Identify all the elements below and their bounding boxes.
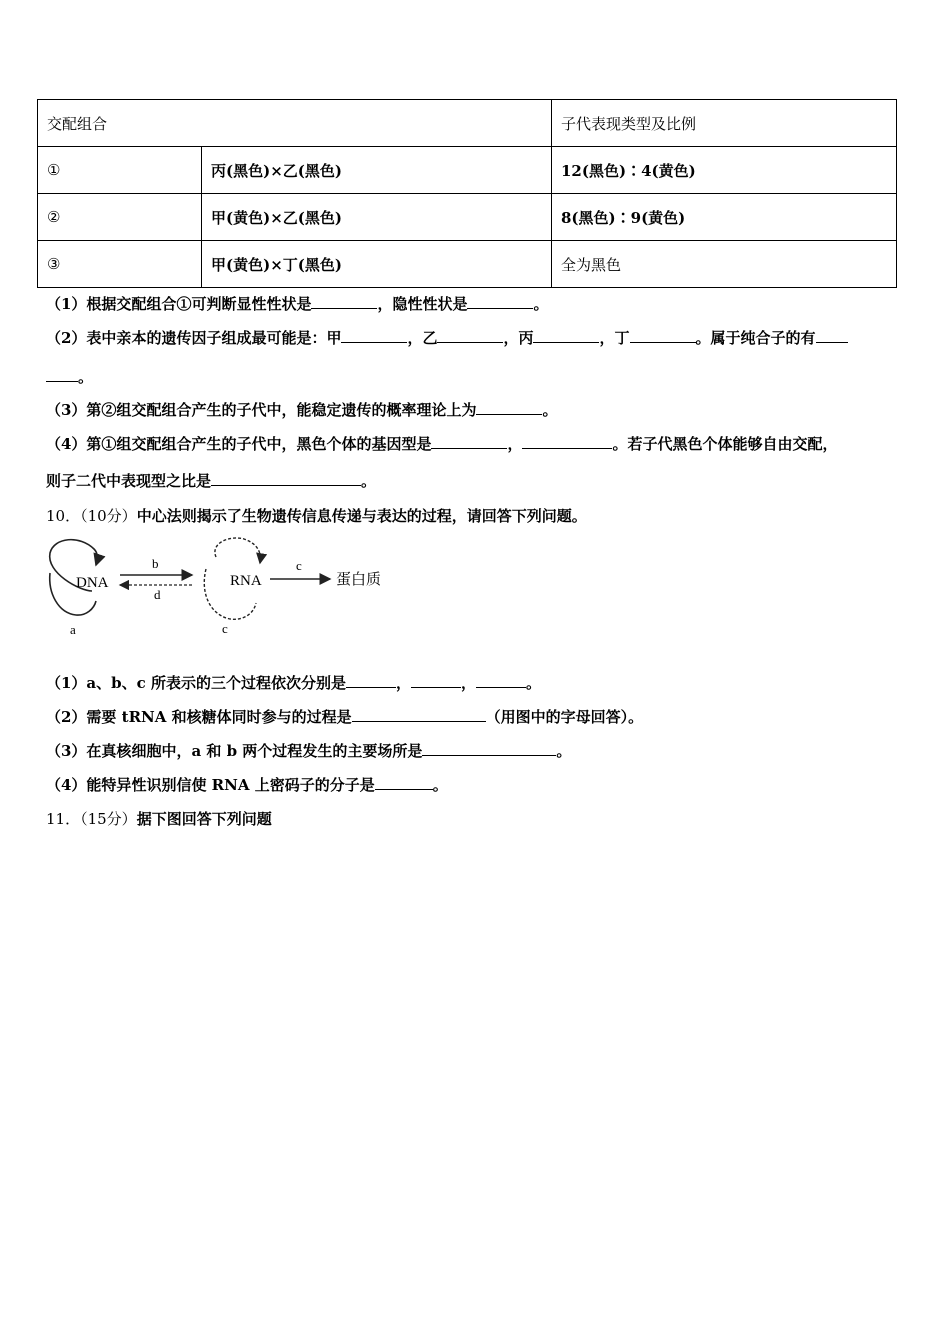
question-stem: 据下图回答下列问题 [136,810,272,828]
answer-blank[interactable] [431,434,507,449]
answer-blank[interactable] [476,673,526,688]
dna-label: DNA [76,575,109,591]
question-number: 11．（15分） [46,810,137,828]
protein-label: 蛋白质 [336,570,382,588]
rna-label: RNA [230,573,262,589]
answer-blank[interactable] [311,294,377,309]
row-id: ② [38,194,202,241]
table-row [38,147,897,194]
answer-blank[interactable] [630,328,696,343]
label-c-loop: c [222,621,228,636]
q10-sub2: （2）需要 tRNA 和核糖体同时参与的过程是 （用图中的字母回答）。 [46,708,644,726]
question-stem: 中心法则揭示了生物遗传信息传递与表达的过程，请回答下列问题。 [136,507,587,525]
header-result: 子代表现类型及比例 [552,100,897,147]
answer-blank[interactable] [375,775,433,790]
q9-sub4-cont: 则子二代中表现型之比是 。 [46,472,377,490]
answer-blank[interactable] [467,294,533,309]
q10-sub3: （3）在真核细胞中，a 和 b 两个过程发生的主要场所是 。 [46,742,572,760]
label-d: d [154,587,161,602]
rna-replication-loop [215,538,260,563]
question-number: 10．（10分） [46,507,137,525]
row-id: ① [38,147,202,194]
row-result: 12(黑色)∶4(黄色) [552,147,897,194]
row-result: 全为黑色 [552,241,897,288]
row-cross: 丙(黑色)×乙(黑色) [202,147,552,194]
row-id: ③ [38,241,202,288]
row-cross: 甲(黄色)×乙(黑色) [202,194,552,241]
q9-sub1: （1）根据交配组合①可判断显性性状是 ，隐性性状是 。 [46,295,549,313]
q11-heading [46,809,272,829]
row-cross: 甲(黄色)×丁(黑色) [202,241,552,288]
answer-blank[interactable] [816,328,848,343]
answer-blank[interactable] [352,707,486,722]
table-header-row [38,100,897,147]
q10-sub1: （1）a、b、c 所表示的三个过程依次分别是 ， ， 。 [46,674,542,692]
answer-blank[interactable] [211,471,361,486]
row-result: 8(黑色)∶9(黄色) [552,194,897,241]
answer-blank[interactable] [411,673,461,688]
answer-blank[interactable] [346,673,396,688]
answer-blank[interactable] [533,328,599,343]
answer-blank[interactable] [46,367,78,382]
answer-blank[interactable] [522,434,612,449]
q9-sub2-cont: 。 [46,367,93,387]
q9-sub2: （2）表中亲本的遗传因子组成最可能是：甲 ，乙 ，丙 ，丁 。属于纯合子的有 [46,328,848,348]
answer-blank[interactable] [437,328,503,343]
label-b: b [152,556,159,571]
table-row [38,194,897,241]
q9-sub4: （4）第①组交配组合产生的子代中，黑色个体的基因型是 ， 。若子代黑色个体能够自由交配， [46,435,838,453]
cross-table [37,99,897,288]
label-a: a [70,622,76,637]
table-row [38,241,897,288]
q9-sub3: （3）第②组交配组合产生的子代中，能稳定遗传的概率理论上为 。 [46,401,558,419]
label-c: c [296,558,302,573]
central-dogma-diagram [40,533,400,641]
answer-blank[interactable] [422,741,556,756]
q10-heading [46,506,587,526]
header-cross: 交配组合 [38,100,552,147]
answer-blank[interactable] [476,400,542,415]
q10-sub4: （4）能特异性识别信使 RNA 上密码子的分子是 。 [46,776,448,794]
answer-blank[interactable] [341,328,407,343]
